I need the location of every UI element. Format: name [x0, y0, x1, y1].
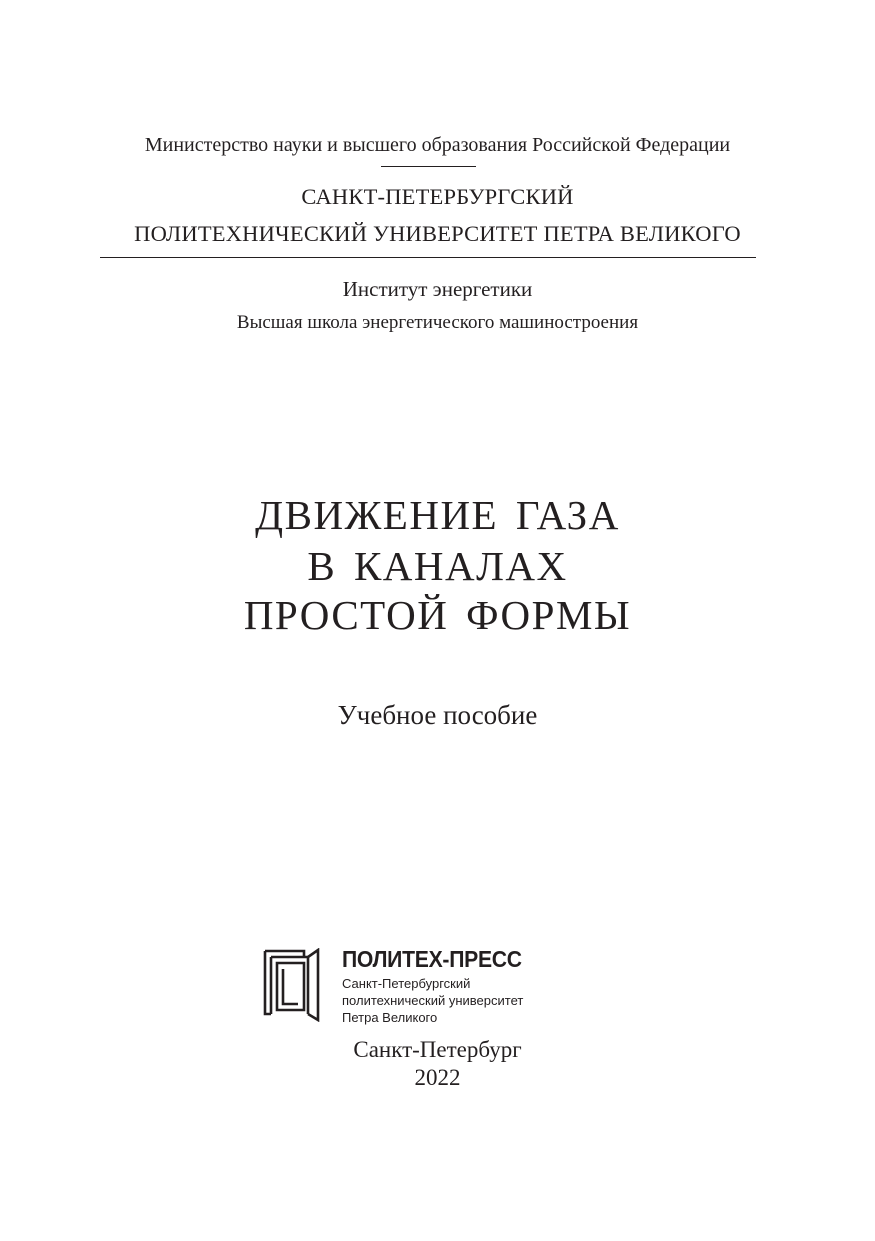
- book-title-line-2: В КАНАЛАХ: [307, 543, 568, 589]
- institute-name: Институт энергетики: [342, 277, 533, 301]
- publication-city: Санкт-Петербург: [353, 1037, 522, 1062]
- short-divider: [381, 166, 476, 167]
- school-name: Высшая школа энергетического машиностроения: [236, 312, 639, 333]
- book-logo-icon: [262, 948, 322, 1022]
- long-divider: [100, 257, 756, 258]
- book-title-line-3: ПРОСТОЙ ФОРМЫ: [243, 592, 632, 638]
- publisher-description-line-2: политехнический университет: [342, 993, 524, 1008]
- university-name-line-2: ПОЛИТЕХНИЧЕСКИЙ УНИВЕРСИТЕТ ПЕТРА ВЕЛИКОГО: [134, 221, 741, 246]
- book-subtitle: Учебное пособие: [337, 700, 538, 730]
- publisher-description-line-1: Санкт-Петербургский: [342, 976, 471, 991]
- publisher-name: ПОЛИТЕХ-ПРЕСС: [342, 946, 522, 972]
- publication-year: 2022: [414, 1065, 461, 1090]
- university-name-line-1: САНКТ-ПЕТЕРБУРГСКИЙ: [301, 184, 574, 209]
- book-title-line-1: ДВИЖЕНИЕ ГАЗА: [255, 492, 620, 538]
- ministry-name: Министерство науки и высшего образования Российской Федерации: [144, 134, 731, 156]
- publisher-block: [342, 945, 537, 1026]
- publisher-description-line-3: Петра Великого: [342, 1010, 438, 1025]
